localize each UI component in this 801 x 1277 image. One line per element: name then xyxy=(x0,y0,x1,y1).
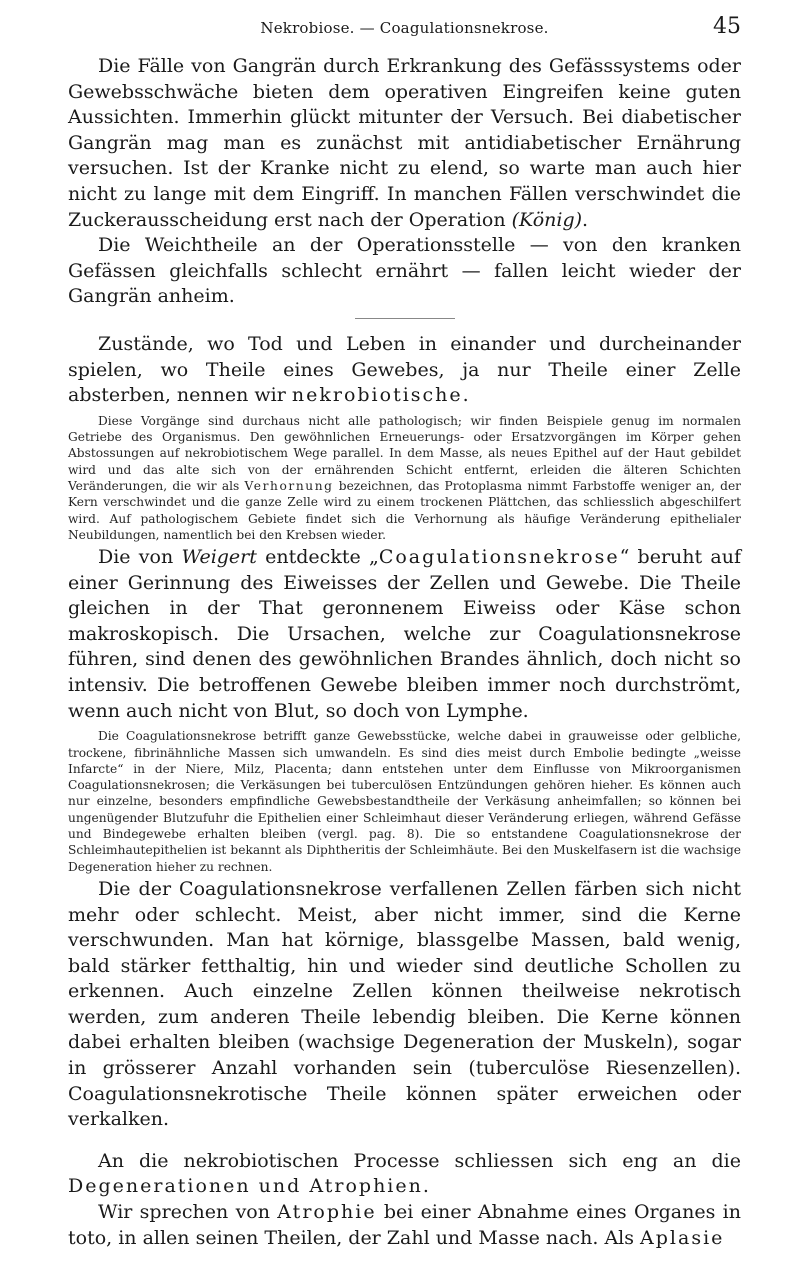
term-atrophie: Atrophie xyxy=(277,1201,377,1224)
paragraph-gangrene-treatment: Die Fälle von Gangrän durch Erkrankung des Gefässsystems oder Gewebsschwäche bieten dem operativen Eingreifen keine guten Aussichten. Immerhin glückt mitunter der Versuch. Bei diabetischer Gangrän mag man es zunächst mit antidiabetischer Ernährung versuchen. Ist der Kranke nicht zu elend, so warte man auch hier nicht zu lange mit dem Eingriff. In manchen Fällen verschwindet die Zuckerausscheidung erst nach der Operation (König). xyxy=(68,55,741,231)
running-title: Nekrobiose. — Coagulationsnekrose. xyxy=(260,19,549,37)
citation-koenig: (König) xyxy=(511,208,583,231)
term-degenerationen-atrophien: Degenerationen und Atrophien xyxy=(68,1175,423,1198)
paragraph-soft-tissue: Die Weichtheile an der Operationsstelle — von den kranken Gefässen gleichfalls schlecht ernährt — fallen leicht wieder der Gangrän anheim. xyxy=(68,234,741,308)
running-header xyxy=(68,14,741,54)
term-coagulationsnekrose: Coagulationsnekrose xyxy=(378,546,620,569)
paragraph-coagulationsnekrose: Die von Weigert entdeckte „Coagulationsnekrose“ beruht auf einer Gerinnung des Eiweisses der Zellen und Gewebe. Die Theile gleichen in der That geronnenem Eiweiss oder Käse schon makroskopisch. Die Ursachen, welche zur Coagulationsnekrose führen, sind denen des gewöhnlichen Brandes ähnlich, doch nicht so intensiv. Die betroffenen Gewebe bleiben immer noch durchströmt, wenn auch nicht von Blut, so doch von Lymphe. xyxy=(68,546,741,722)
paragraph-cell-changes: Die der Coagulationsnekrose verfallenen Zellen färben sich nicht mehr oder schlecht. Meist, aber nicht immer, sind die Kerne verschwunden. Man hat körnige, blassgelbe Massen, bald wenig, bald stärker fetthaltig, hin und wieder sind deutliche Schollen zu erkennen. Auch einzelne Zellen können theilweise nekrotisch werden, zum anderen Theile lebendig bleiben. Die Kerne können dabei erhalten bleiben (wachsige Degeneration der Muskeln), sogar in grösserer Anzahl vorhanden sein (tuberculöse Riesenzellen). Coagulationsnekrotische Theile können später erweichen oder verkalken. xyxy=(68,877,741,1131)
term-aplasie: Aplasie xyxy=(640,1226,725,1249)
term-verhornung: Verhornung xyxy=(244,478,334,493)
section-divider xyxy=(355,318,455,319)
author-weigert: Weigert xyxy=(181,546,257,569)
note-coagulationsnekrose-examples: Die Coagulationsnekrose betrifft ganze Gewebsstücke, welche dabei in grauweisse oder gelbliche, trockene, fibrinähnliche Massen sich umwandeln. Es sind dies meist durch Embolie bedingte „weisse Infarcte“ in der Niere, Milz, Placenta; dann entstehen unter dem Einflusse von Mikroorganismen Coagulationsnekrosen; die Verkäsungen bei tuberculösen Entzündungen gehören hieher. Es können auch nur einzelne, besonders empfindliche Gewebsbestandtheile der Verkäsung anheimfallen; so können bei ungenügender Blutzufuhr die Epithelien einer Schleimhaut dieser Veränderung erliegen, während Gefässe und Bindegewebe erhalten bleiben (vergl. pag. 8). Die so entstandene Coagulationsnekrose der Schleimhautepithelien ist bekannt als Diphtheritis der Schleimhäute. Bei den Muskelfasern ist die wachsige Degeneration hieher zu rechnen. xyxy=(68,729,741,874)
paragraph-nekrobiose-definition: Zustände, wo Tod und Leben in einander und durcheinander spielen, wo Theile eines Gewebes, ja nur Theile einer Zelle absterben, nennen wir nekrobiotische. xyxy=(68,332,741,407)
page-number: 45 xyxy=(713,14,741,39)
paragraph-degenerationen: An die nekrobiotischen Processe schliessen sich eng an die Degenerationen und Atrophien. xyxy=(68,1149,741,1198)
term-nekrobiotische: nekrobiotische xyxy=(291,384,463,407)
note-verhornung: Diese Vorgänge sind durchaus nicht alle pathologisch; wir finden Beispiele genug im normalen Getriebe des Organismus. Den gewöhnlichen Erneuerungs- oder Ersatzvorgängen im Körper gehen Abstossungen auf nekrobiotischem Wege parallel. In dem Masse, als neues Epithel auf der Haut gebildet wird und das alte sich von der ernährenden Schicht entfernt, erleiden die älteren Schichten Veränderungen, die wir als Verhornung bezeichnen, das Protoplasma nimmt Farbstoffe weniger an, der Kern verschwindet und die ganze Zelle wird zu einem trockenen Plättchen, das schliesslich abgeschilfert wird. Auf pathologischem Gebiete findet sich die Verhornung als häufige Veränderung epithelialer Neubildungen, namentlich bei den Krebsen wieder. xyxy=(68,413,741,542)
paragraph-atrophie: Wir sprechen von Atrophie bei einer Abnahme eines Organes in toto, in allen seinen Theilen, der Zahl und Masse nach. Als Aplasie xyxy=(68,1201,741,1249)
